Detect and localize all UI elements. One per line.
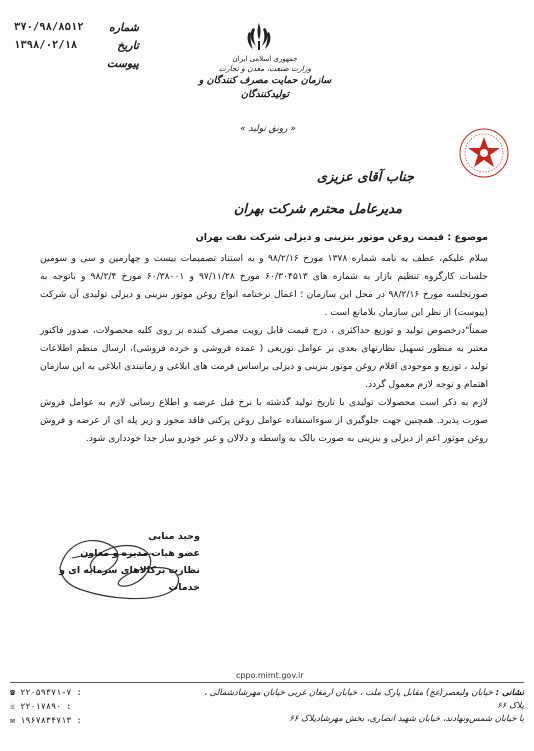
phone-value: ۲۲۰۵۹۳۷۱-۷ : — [20, 688, 82, 698]
address-line-alt: یا خیابان شمس‌ونهادند، خیابان شهید انصاری، بخش مهرشادپلاک ۶۶ — [289, 714, 524, 724]
address-block — [204, 687, 524, 726]
organization-name: سازمان حمایت مصرف کنندگان و تولیدکنندگان — [198, 75, 332, 100]
number-label: شماره — [108, 20, 139, 34]
phone-number: ☎ ۲۲۰۵۹۳۷۱-۷ : — [10, 688, 82, 698]
footer-divider — [10, 682, 524, 683]
letter-body — [40, 250, 488, 448]
agency-names — [180, 55, 350, 102]
iran-emblem-icon — [242, 20, 276, 54]
website: cppo.mimt.gov.ir — [236, 671, 304, 680]
letter-date: ۱۳۹۸/۰۲/۱۸ — [14, 39, 78, 51]
address-text: خیابان ولیعصر(عج) مقابل پارک ملت ، خیابان ارمغان غربی خیابان مهرشادشمالی ، پلاک ۶۶ — [204, 688, 524, 711]
postal-code: ✉ ۱۹۶۷۸۳۴۷۱۳ : — [10, 716, 82, 726]
republic-name: جمهوری اسلامی ایران — [232, 55, 298, 63]
subject-text: قیمت روغن موتور بنزینی و دیزلی شرکت نفت بهران — [195, 232, 445, 243]
ministry-name: وزارت صنعت، معدن و تجارت — [218, 64, 312, 73]
body-paragraph: سلام علیکم، عطف به نامه شماره ۱۳۷۸ مورخ ۹۸/۲/۱۶ و به استناد تصمیمات بیست و چهارمین و سی و سومین جلسات کارگروه تنظیم بازار به شماره های ۶۰/۳۰۴۵۱۳ مورخ ۹۷/۱۱/۲۸ و ۶۰/۳۸۰۰۱ مورخ ۹۸/۲/۴ و باتوجه به صورتجلسه مورخ ۹۸/۲/۱۶ در محل این سازمان ؛ اعمال نرخنامه انواع روغن موتور بنزینی و دیزلی تولیدی آن شرکت (پیوست) از نظر این سازمان بلامانع است . — [40, 253, 488, 318]
address-line — [204, 687, 524, 713]
letter-number: ۳۷۰/۹۸/۸۵۱۲ — [14, 21, 84, 33]
recipient: مدیرعامل محترم شرکت بهران — [233, 202, 402, 217]
body-paragraph: ضمناً"درخصوص تولید و توزیع حداکثری ، درج قیمت قابل رویت مصرف کننده بر روی کلیه محصولات، صدور فاکتور معتبر به منظور تسهیل نظارتهای بعدی بر عوامل توزیعی ( عمده فروشی و خرده فروشی)، ارسال منظم اطلاعات تولید ، توزیع و موجودی اقلام روغن موتور بنزینی و دیزلی براساس فرمت های ابلاغی و زمانبندی ابلاغی به این سازمان اهتمام و توجه لازم معمول گردد. — [40, 325, 488, 390]
subject-line — [38, 232, 488, 243]
fax-number: ☏ ۲۲۰۱۷۸۹۰ : — [10, 702, 72, 712]
date-label: تاریخ — [117, 38, 139, 52]
number-row — [14, 18, 139, 36]
signature-block — [52, 528, 200, 606]
attachment-label: پیوست — [106, 56, 139, 70]
signer-title: عضو هیات مدیره و معاون — [80, 548, 200, 559]
subject-label: موضوع : — [447, 232, 488, 243]
salutation: جناب آقای عزیزی — [316, 170, 414, 185]
signature-text — [52, 528, 200, 596]
attachment-row — [14, 54, 139, 72]
signer-department: نظارت برکالاهای سرمایه ای و خدمات — [58, 565, 200, 593]
organization-logo-icon — [458, 127, 510, 179]
slogan: « رونق تولید » — [240, 124, 296, 134]
letter-meta — [14, 18, 139, 72]
fax-value: ۲۲۰۱۷۸۹۰ : — [20, 702, 72, 712]
signer-name: وحید منابی — [148, 531, 200, 542]
body-paragraph: لازم به ذکر است محصولات تولیدی با تاریخ تولید گذشته با نرخ قبل عرضه و اطلاع رسانی لازم به عوامل فروش صورت پذیرد. همچنین جهت جلوگیری از سوءاستفاده عوامل روغن پرکنی فاقد مجوز و زیر پله ای از عرضه و فروش روغن موتور اعم از دیزلی و بنزینی به صورت بالک به واسطه و دلالان و غیر خودرو ساز جدا خودداری شود. — [40, 397, 488, 444]
date-row — [14, 36, 139, 54]
contact-numbers — [10, 688, 110, 730]
postal-value: ۱۹۶۷۸۳۴۷۱۳ : — [20, 716, 82, 726]
address-label: نشانی : — [495, 688, 524, 698]
